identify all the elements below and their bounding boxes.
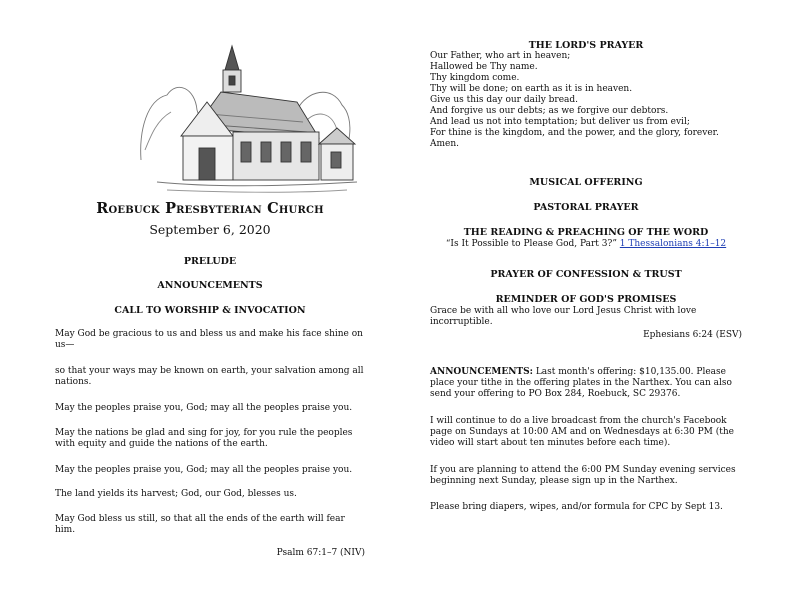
psalm-verse-1: May God be gracious to us and bless us and make his face shine on us— (55, 329, 363, 350)
psalm-citation: Psalm 67:1–7 (NIV) (276, 548, 365, 558)
sermon-line (430, 239, 742, 250)
prayer-line: And forgive us our debts; as we forgive our debtors. (430, 105, 669, 116)
donations-paragraph: Please bring diapers, wipes, and/or formula for CPC by Sept 13. (430, 502, 723, 512)
prayer-line: Give us this day our daily bread. (430, 94, 579, 105)
prayer-line: For thine is the kingdom, and the power, and the glory, forever. (430, 127, 719, 138)
announcements-paragraph (430, 367, 742, 400)
broadcast-paragraph: I will continue to do a live broadcast from the church's Facebook page on Sundays at 10:00 AM and on Wednesdays at 6:30 PM (the video will start about ten minutes before each time). (430, 416, 735, 448)
prayer-line: Thy will be done; on earth as it is in heaven. (430, 83, 633, 94)
promise-text: Grace be with all who love our Lord Jesus Christ with love incorruptible. (430, 306, 697, 327)
pastoral-prayer-heading: PASTORAL PRAYER (533, 202, 639, 213)
church-name: Roebuck Presbyterian Church (96, 200, 324, 217)
prayer-line: Our Father, who art in heaven; (430, 51, 571, 61)
reading-heading: THE READING & PREACHING OF THE WORD (463, 227, 709, 238)
prayer-line: Hallowed be Thy name. (430, 61, 538, 72)
evening-services-paragraph: If you are planning to attend the 6:00 PM Sunday evening services beginning next Sunday, please sign up in the Narthex. (430, 465, 736, 486)
psalm-verse-5: May the peoples praise you, God; may all the peoples praise you. (55, 465, 353, 475)
prayer-line: Amen. (430, 138, 460, 149)
prelude-heading: PRELUDE (183, 256, 237, 267)
psalm-verse-6: The land yields its harvest; God, our God, blesses us. (55, 489, 297, 499)
service-date: September 6, 2020 (149, 222, 271, 237)
confession-heading: PRAYER OF CONFESSION & TRUST (490, 269, 682, 280)
psalm-verse-7: May God bless us still, so that all the ends of the earth will fear him. (55, 514, 345, 535)
announcements-label: ANNOUNCEMENTS: (430, 367, 533, 377)
psalm-verse-2: so that your ways may be known on earth, your salvation among all nations. (55, 366, 364, 387)
scripture-link[interactable]: 1 Thessalonians 4:1–12 (619, 239, 727, 249)
church-illustration (137, 40, 361, 200)
announcements-text: Last month's offering: $10,135.00. Please place your tithe in the offering plates in the Narthex. You can also send your offering to PO Box 284, Roebuck, SC 29376. (430, 367, 732, 399)
prayer-line: And lead us not into temptation; but deliver us from evil; (430, 116, 690, 127)
prayer-line: Thy kingdom come. (430, 72, 520, 83)
sermon-title: “Is It Possible to Please God, Part 3?” (445, 239, 617, 249)
announcements-heading: ANNOUNCEMENTS (157, 280, 263, 291)
psalm-verse-4: May the nations be glad and sing for joy, for you rule the peoples with equity and guide the nations of the earth. (55, 428, 353, 449)
lords-prayer (430, 51, 742, 150)
promise-citation: Ephesians 6:24 (ESV) (643, 330, 742, 340)
lords-prayer-heading: THE LORD'S PRAYER (528, 40, 644, 51)
psalm-verse-3: May the peoples praise you, God; may all the peoples praise you. (55, 403, 353, 413)
promises-heading: REMINDER OF GOD'S PROMISES (495, 294, 677, 305)
call-to-worship-heading: CALL TO WORSHIP & INVOCATION (114, 305, 306, 316)
musical-offering-heading: MUSICAL OFFERING (529, 177, 643, 188)
